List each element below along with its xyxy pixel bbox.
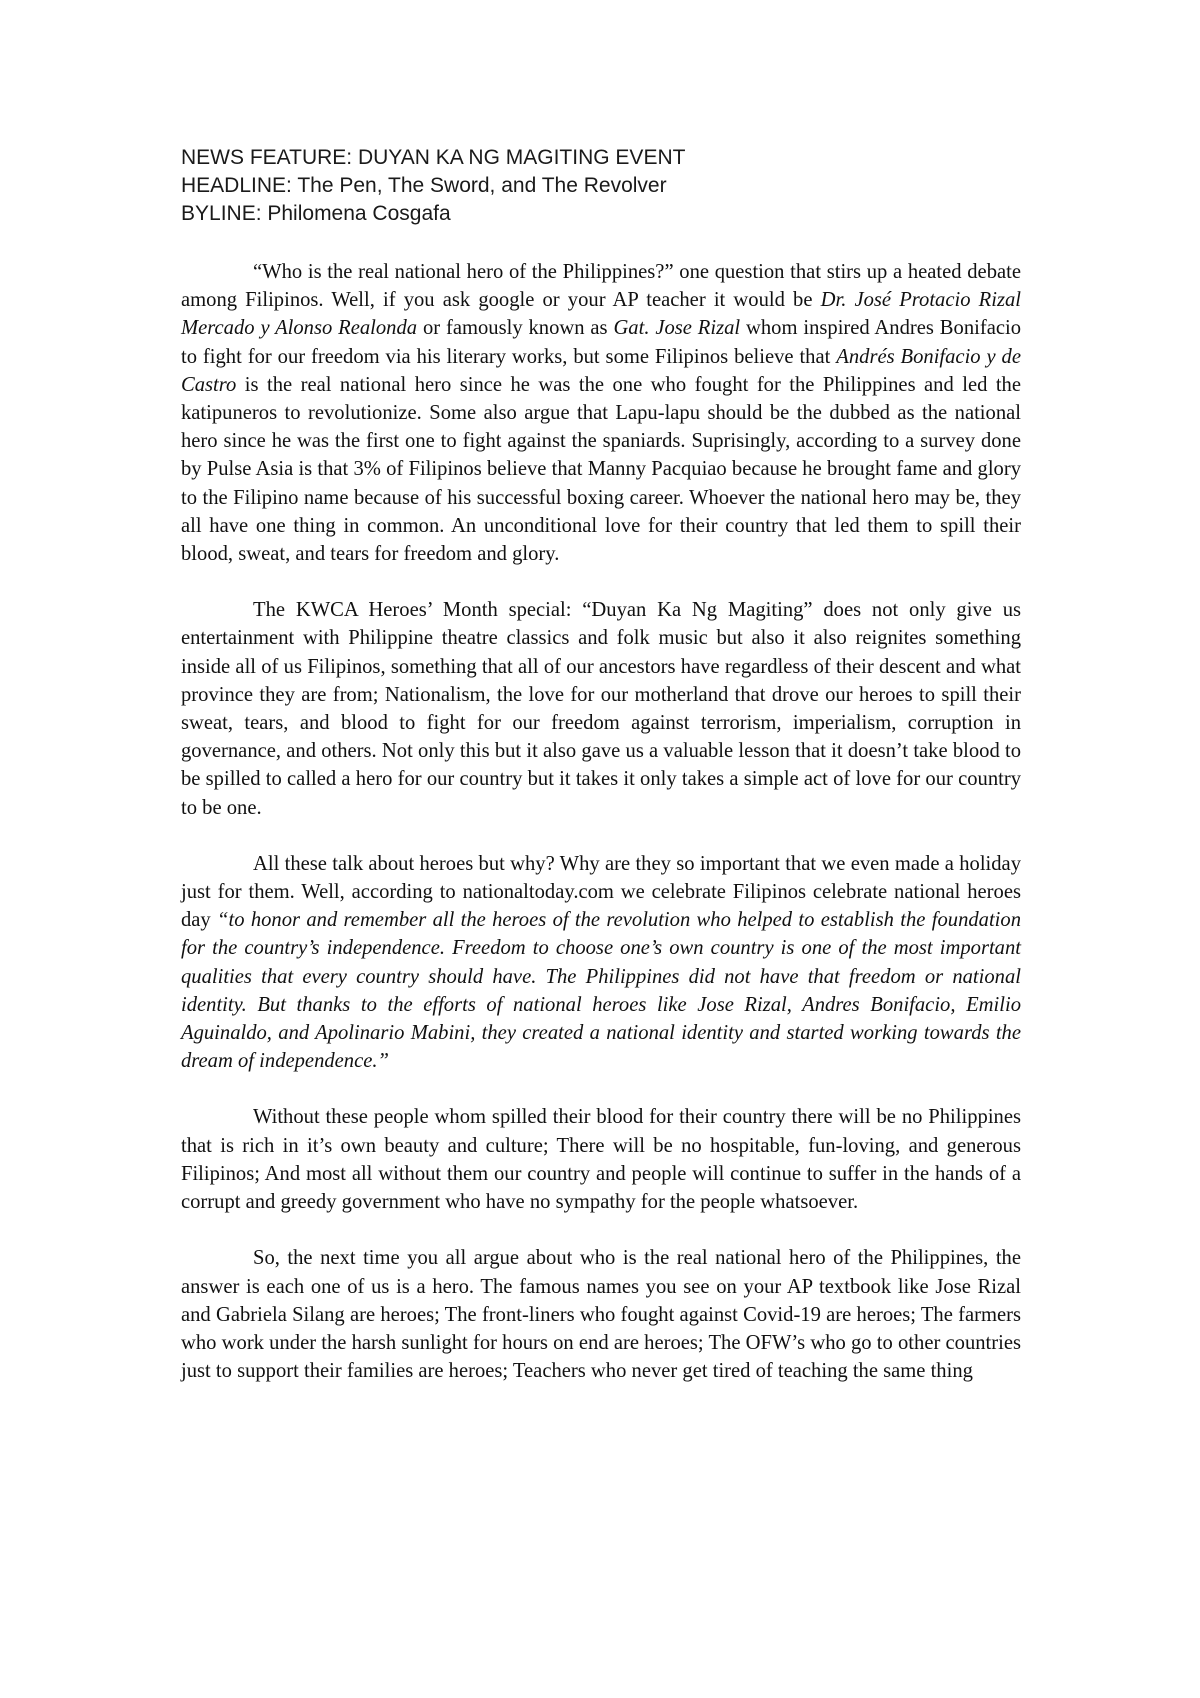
article-body [181,258,1021,1385]
paragraph-2: The KWCA Heroes’ Month special: “Duyan Ka Ng Magiting” does not only give us entertainment with Philippine theatre classics and folk music but also it also reignites something inside all of us Filipinos, something that all of our ancestors have regardless of their descent and what province they are from; Nationalism, the love for our motherland that drove our heroes to spill their sweat, tears, and blood to fight for our freedom against terrorism, imperialism, corruption in governance, and others. Not only this but it also gave us a valuable lesson that it doesn’t take blood to be spilled to called a hero for our country but it takes it only takes a simple act of love for our country to be one. [181,599,1021,819]
paragraph-5: So, the next time you all argue about who is the real national hero of the Philippines, the answer is each one of us is a hero. The famous names you see on your AP textbook like Jose Rizal and Gabriela Silang are heroes; The front-liners who fought against Covid-19 are heroes; The farmers who work under the harsh sunlight for hours on end are heroes; The OFW’s who go to other countries just to support their families are heroes; Teachers who never get tired of teaching the same thing [181,1247,1021,1383]
news-feature-line: NEWS FEATURE: DUYAN KA NG MAGITING EVENT [181,146,686,169]
paragraph-3 [181,850,1021,1076]
paragraph-3-text-a: All these talk about heroes but why? Why are they so important that we even made a holiday just for them. Well, according to nationaltoday.com we celebrate Filipinos celebrate national heroes day [181,852,1021,932]
paragraph-1-text-a: “Who is the real national hero of the Philippines?” one question that stirs up a heated debate among Filipinos. Well, if you ask google or your AP teacher it would be [181,261,1021,312]
paragraph-4: Without these people whom spilled their blood for their country there will be no Philippines that is rich in it’s own beauty and culture; There will be no hospitable, fun-loving, and generous Filipinos; And most all without them our country and people will continue to suffer in the hands of a corrupt and greedy government who have no sympathy for the people whatsoever. [181,1106,1021,1214]
article-header [181,144,1021,228]
paragraph-1-text-c: or famously known as [417,317,614,340]
headline-line: HEADLINE: The Pen, The Sword, and The Revolver [181,174,667,197]
gat-jose-rizal: Gat. Jose Rizal [613,317,741,340]
byline-line: BYLINE: Philomena Cosgafa [181,202,451,225]
paragraph-1-text-g: is the real national hero since he was the one who fought for the Philippines and led the katipuneros to revolutionize. Some also argue that Lapu-lapu should be the dubbed as the national hero since he was the first one to fight against the spaniards. Suprisingly, according to a survey done by Pulse Asia is that 3% of Filipinos believe that Manny Pacquiao because he brought fame and glory to the Filipino name because of his successful boxing career. Whoever the national hero may be, they all have one thing in common. An unconditional love for their country that led them to spill their blood, sweat, and tears for freedom and glory. [181,373,1021,566]
paragraph-1-text-e: whom inspired Andres Bonifacio to fight for our freedom via his literary works, but some Filipinos believe that [181,317,1021,368]
rizal-full-name: Dr. José Protacio Rizal Mercado y Alonso Realonda [181,289,1021,340]
paragraph-1 [181,258,1021,568]
nationaltoday-quote: “to honor and remember all the heroes of the revolution who helped to establish the foundation for the country’s independence. Freedom to choose one’s own country is one of the most important qualities that every country should have. The Philippines did not have that freedom or national identity. But thanks to the efforts of national heroes like Jose Rizal, Andres Bonifacio, Emilio Aguinaldo, and Apolinario Mabini, they created a national identity and started working towards the dream of independence.” [181,909,1021,1073]
bonifacio-full-name: Andrés Bonifacio y de Castro [181,345,1021,396]
